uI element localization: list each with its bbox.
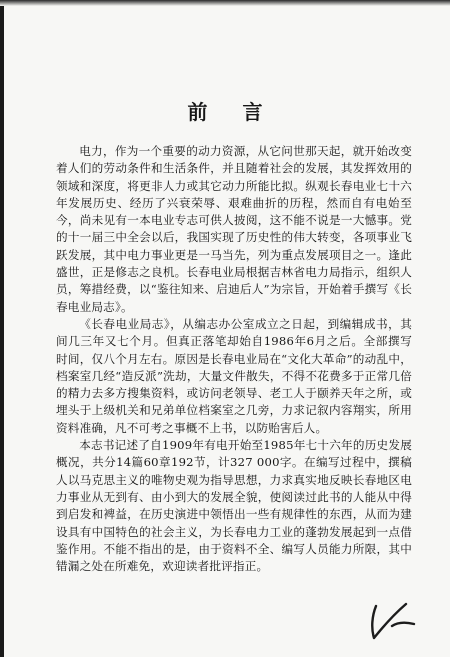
page-title: 前 言: [187, 100, 277, 124]
paragraph-2: 《长春电业局志》，从编志办公室成立之日起，到编辑成书，其间几三年又七个月。但真正落笔却始自1986年6月之后。全部撰写时间，仅八个月左右。原因是长春电业局在“文化大革命”的动乱中，档案室几经“造反派”洗劫，大量文件散失，不得不花费多于正常几倍的精力去多方搜集资料，或访问老领导、老工人于颐养天年之所，或埋头于上级机关和兄弟单位档案室之几旁，力求记叙内容翔实，所用资料准确，凡不可考之事概不上书，以防贻害后人。: [56, 316, 412, 435]
preface-body: [56, 143, 412, 575]
paragraph-3: 本志书记述了自1909年有电开始至1985年七十六年的历史发展概况，共分14篇60章192节，计327 000字。在编写过程中，撰稿人以马克思主义的唯物史观为指导思想，力求真实地反映长春地区电力事业从无到有、由小到大的发展全貌，使阅读过此书的人能从中得到启发和裨益，在历史演进中领悟出一些有规律性的东西，从而为建设具有中国特色的社会主义，为长春电力工业的蓬勃发展起到一点借鉴作用。不能不指出的是，由于资料不全、编写人员能力所限，其中错漏之处在所难免，欢迎读者批评指正。: [56, 438, 412, 574]
paragraph-1: 电力，作为一个重要的动力资源，从它问世那天起，就开始改变着人们的劳动条件和生活条件，并且随着社会的发展，其发挥效用的领域和深度，将更非人力或其它动力所能比拟。纵观长春电业七十六年发展历史、经历了兴衰荣辱、艰难曲折的历程，然而自有电始至今，尚未见有一本电业专志可供人披阅，这不能不说是一大憾事。党的十一届三中全会以后，我国实现了历史性的伟大转变，各项事业飞跃发展，其中电力事业更是一马当先，列为重点发展项目之一。逢此盛世，正是修志之良机。长春电业局根据吉林省电力局指示，组织人员，筹措经费，以“鉴往知来、启迪后人”为宗旨，开始着手撰写《长春电业局志》。: [56, 144, 412, 314]
scan-top-edge: [0, 0, 450, 6]
handwritten-page-mark: [362, 598, 422, 642]
